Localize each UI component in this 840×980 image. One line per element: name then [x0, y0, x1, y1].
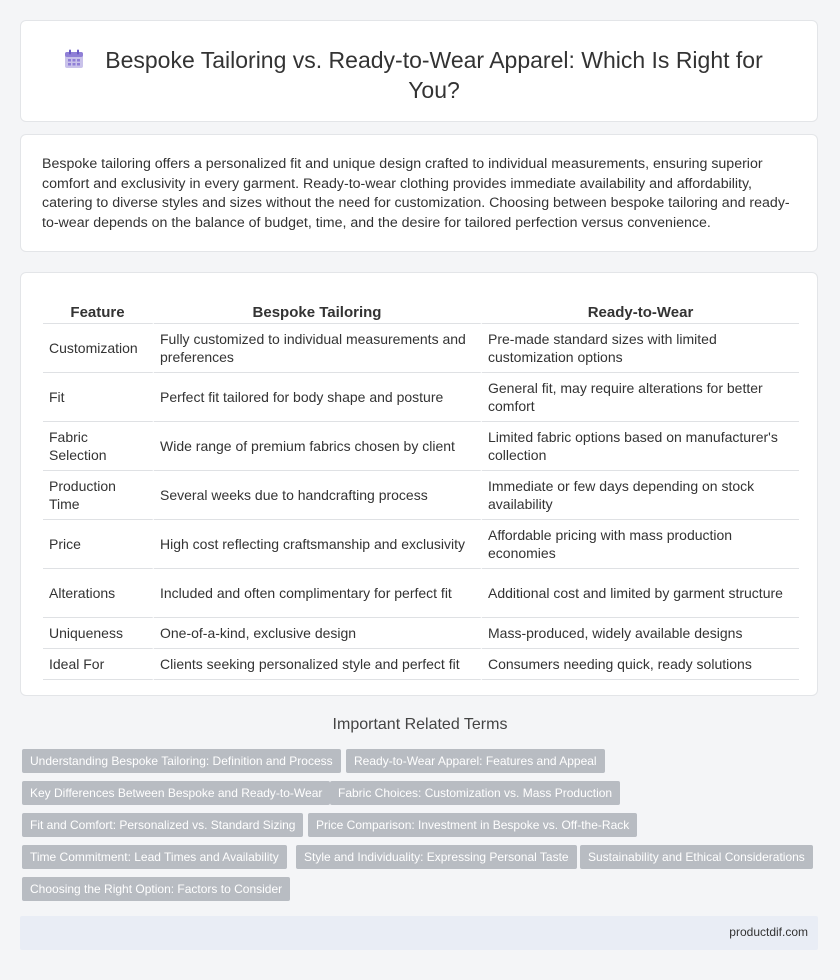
- table-cell: Fully customized to individual measurements and preferences: [154, 324, 482, 373]
- table-cell: Ideal For: [43, 649, 154, 680]
- table-cell: One-of-a-kind, exclusive design: [154, 618, 482, 649]
- table-cell: Production Time: [43, 471, 154, 520]
- table-cell: Additional cost and limited by garment structure: [482, 569, 799, 618]
- related-term-tag[interactable]: Fit and Comfort: Personalized vs. Standard Sizing: [22, 813, 303, 837]
- table-cell: Clients seeking personalized style and perfect fit: [154, 649, 482, 680]
- related-term-tag[interactable]: Ready-to-Wear Apparel: Features and Appeal: [346, 749, 605, 773]
- column-header: Bespoke Tailoring: [154, 295, 482, 324]
- related-term-tag[interactable]: Price Comparison: Investment in Bespoke vs. Off-the-Rack: [308, 813, 637, 837]
- related-term-tag[interactable]: Style and Individuality: Expressing Personal Taste: [296, 845, 577, 869]
- comparison-table: [43, 295, 799, 680]
- header-card: [20, 20, 818, 122]
- table-cell: Immediate or few days depending on stock availability: [482, 471, 799, 520]
- table-cell: Pre-made standard sizes with limited customization options: [482, 324, 799, 373]
- summary-card: [20, 134, 818, 252]
- table-row: [43, 618, 799, 649]
- summary-text: Bespoke tailoring offers a personalized fit and unique design crafted to individual measurements, ensuring superior comfort and exclusivity in every garment. Ready-to-wear clothing provides immediate availability and affordability, catering to diverse styles and sizes without the need for customization. Choosing between bespoke tailoring and ready-to-wear depends on the balance of budget, time, and the desire for tailored perfection versus convenience.: [42, 156, 790, 231]
- related-term-tag[interactable]: Sustainability and Ethical Considerations: [580, 845, 813, 869]
- table-cell: Fabric Selection: [43, 422, 154, 471]
- comparison-table-card: [20, 272, 818, 696]
- related-term-tag[interactable]: Fabric Choices: Customization vs. Mass Production: [330, 781, 620, 805]
- table-row: [43, 649, 799, 680]
- related-term-tag[interactable]: Time Commitment: Lead Times and Availability: [22, 845, 287, 869]
- column-header: Feature: [43, 295, 154, 324]
- table-cell: High cost reflecting craftsmanship and exclusivity: [154, 520, 482, 569]
- table-cell: Fit: [43, 373, 154, 422]
- table-row: [43, 373, 799, 422]
- table-cell: General fit, may require alterations for better comfort: [482, 373, 799, 422]
- related-terms-heading: Important Related Terms: [332, 716, 508, 733]
- related-term-tag[interactable]: Key Differences Between Bespoke and Ready-to-Wear: [22, 781, 330, 805]
- table-cell: Several weeks due to handcrafting process: [154, 471, 482, 520]
- table-row: [43, 422, 799, 471]
- table-cell: Alterations: [43, 569, 154, 618]
- table-cell: Wide range of premium fabrics chosen by client: [154, 422, 482, 471]
- table-row: [43, 569, 799, 618]
- table-row: [43, 520, 799, 569]
- table-cell: Affordable pricing with mass production economies: [482, 520, 799, 569]
- footer-site-link[interactable]: productdif.com: [729, 925, 808, 939]
- table-cell: Price: [43, 520, 154, 569]
- column-header: Ready-to-Wear: [482, 295, 799, 324]
- table-cell: Limited fabric options based on manufacturer's collection: [482, 422, 799, 471]
- footer: [20, 916, 818, 950]
- table-cell: Uniqueness: [43, 618, 154, 649]
- table-header-row: [43, 295, 799, 324]
- table-row: [43, 471, 799, 520]
- page-title: Bespoke Tailoring vs. Ready-to-Wear Apparel: Which Is Right for You?: [105, 47, 763, 103]
- table-cell: Consumers needing quick, ready solutions: [482, 649, 799, 680]
- table-cell: Customization: [43, 324, 154, 373]
- table-row: [43, 324, 799, 373]
- related-term-tag[interactable]: Understanding Bespoke Tailoring: Definition and Process: [22, 749, 341, 773]
- table-cell: Mass-produced, widely available designs: [482, 618, 799, 649]
- table-cell: Perfect fit tailored for body shape and posture: [154, 373, 482, 422]
- table-cell: Included and often complimentary for perfect fit: [154, 569, 482, 618]
- related-term-tag[interactable]: Choosing the Right Option: Factors to Consider: [22, 877, 290, 901]
